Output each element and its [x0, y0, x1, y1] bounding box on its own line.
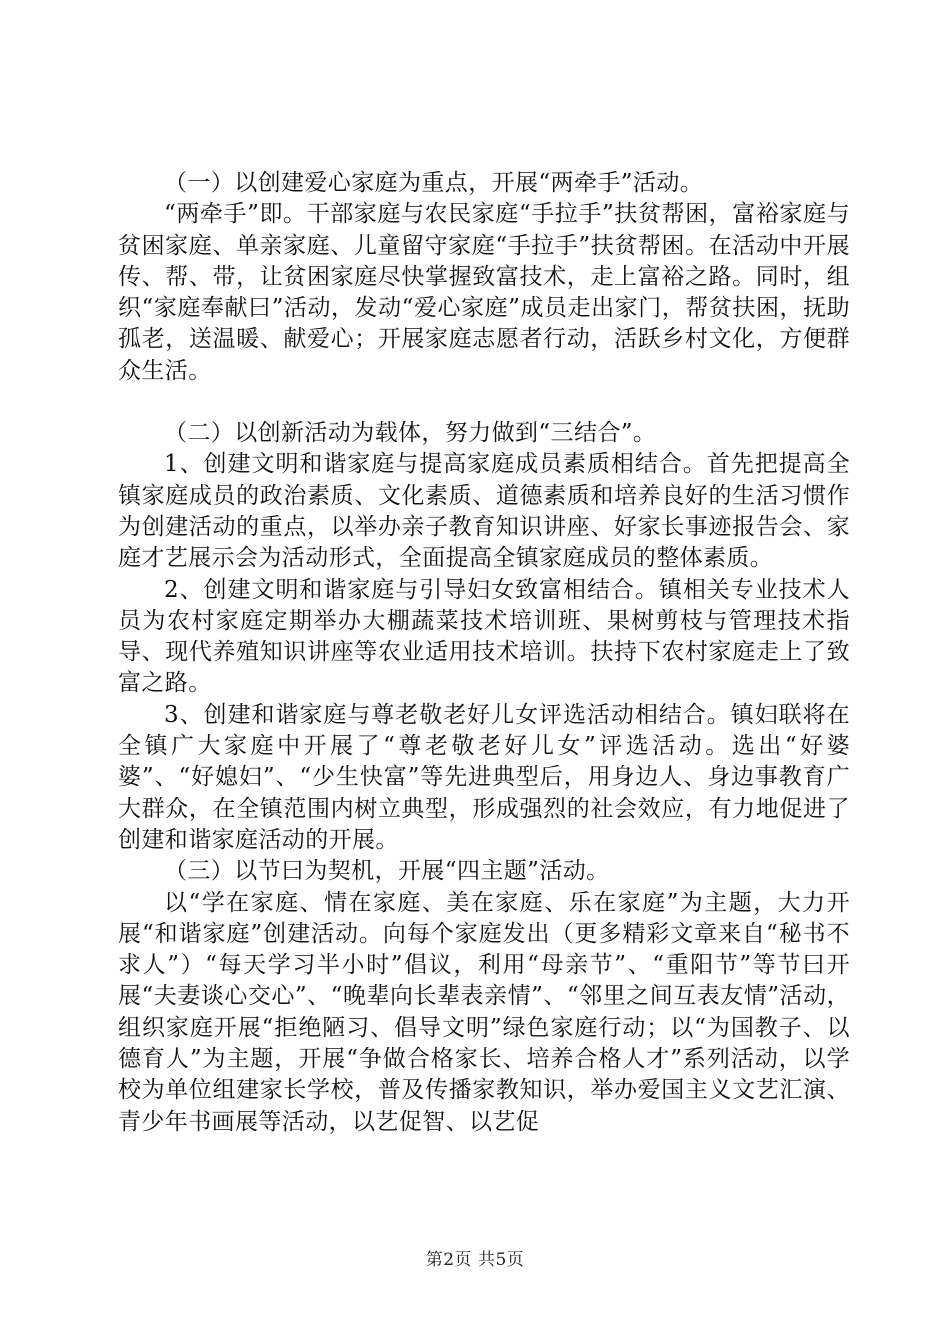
section-3-body: 以“学在家庭、情在家庭、美在家庭、乐在家庭”为主题，大力开展“和谐家庭”创建活动。向每个家庭发出（更多精彩文章来自“秘书不求人”）“每天学习半小时”倡议，利用“母亲节”、“重阳节”等节曰开展“夫妻谈心交心”、“晚辈向长辈表亲情”、“邻里之间互表友情”活动，组织家庭开展“拒绝陋习、倡导文明”绿色家庭行动；以“为国教子、以德育人”为主题，开展“争做合格家长、培养合格人才”系列活动，以学校为单位组建家长学校，普及传播家教知识，举办爱国主义文艺汇演、青少年书画展等活动，以艺促智、以艺促 — [118, 889, 850, 1135]
document-body — [118, 168, 850, 1138]
section-3-heading: （三）以节曰为契机，开展“四主题”活动。 — [164, 858, 610, 885]
section-2-item-2: 2、创建文明和谐家庭与引导妇女致富相结合。镇相关专业技术人员为农村家庭定期举办大棚蔬菜技术培训班、果树剪枝与管理技术指导、现代养殖知识讲座等农业适用技术培训。扶持下农村家庭走上了致富之路。 — [118, 576, 850, 697]
section-2-item-1: 1、创建文明和谐家庭与提高家庭成员素质相结合。首先把提高全镇家庭成员的政治素质、文化素质、道德素质和培养良好的生活习惯作为创建活动的重点，以举办亲子教育知识讲座、好家长事迹报告会、家庭才艺展示会为活动形式，全面提高全镇家庭成员的整体素质。 — [118, 451, 850, 572]
section-2-heading: （二）以创新活动为载体，努力做到“三结合”。 — [164, 420, 657, 447]
section-1-heading: （一）以创建爱心家庭为重点，开展“两牵手”活动。 — [164, 170, 704, 196]
paragraph-gap — [118, 387, 850, 418]
section-1-body: “两牵手”即。干部家庭与农民家庭“手拉手”扶贫帮困，富裕家庭与贫困家庭、单亲家庭、儿童留守家庭“手拉手”扶贫帮困。在活动中开展传、帮、带，让贫困家庭尽快掌握致富技术，走上富裕之路。同时，组织“家庭奉献曰”活动，发动“爱心家庭”成员走出家门，帮贫扶困，抚助孤老，送温暖、献爱心；开展家庭志愿者行动，活跃乡村文化，方便群众生活。 — [118, 201, 850, 384]
section-2-item-3: 3、创建和谐家庭与尊老敬老好儿女评选活动相结合。镇妇联将在全镇广大家庭中开展了“尊老敬老好儿女”评选活动。选出“好婆婆”、“好媳妇”、“少生快富”等先进典型后，用身边人、身边事教育广大群众，在全镇范围内树立典型，形成强烈的社会效应，有力地促进了创建和谐家庭活动的开展。 — [118, 701, 850, 853]
page-number-footer: 第2页 共5页 — [425, 1250, 525, 1270]
